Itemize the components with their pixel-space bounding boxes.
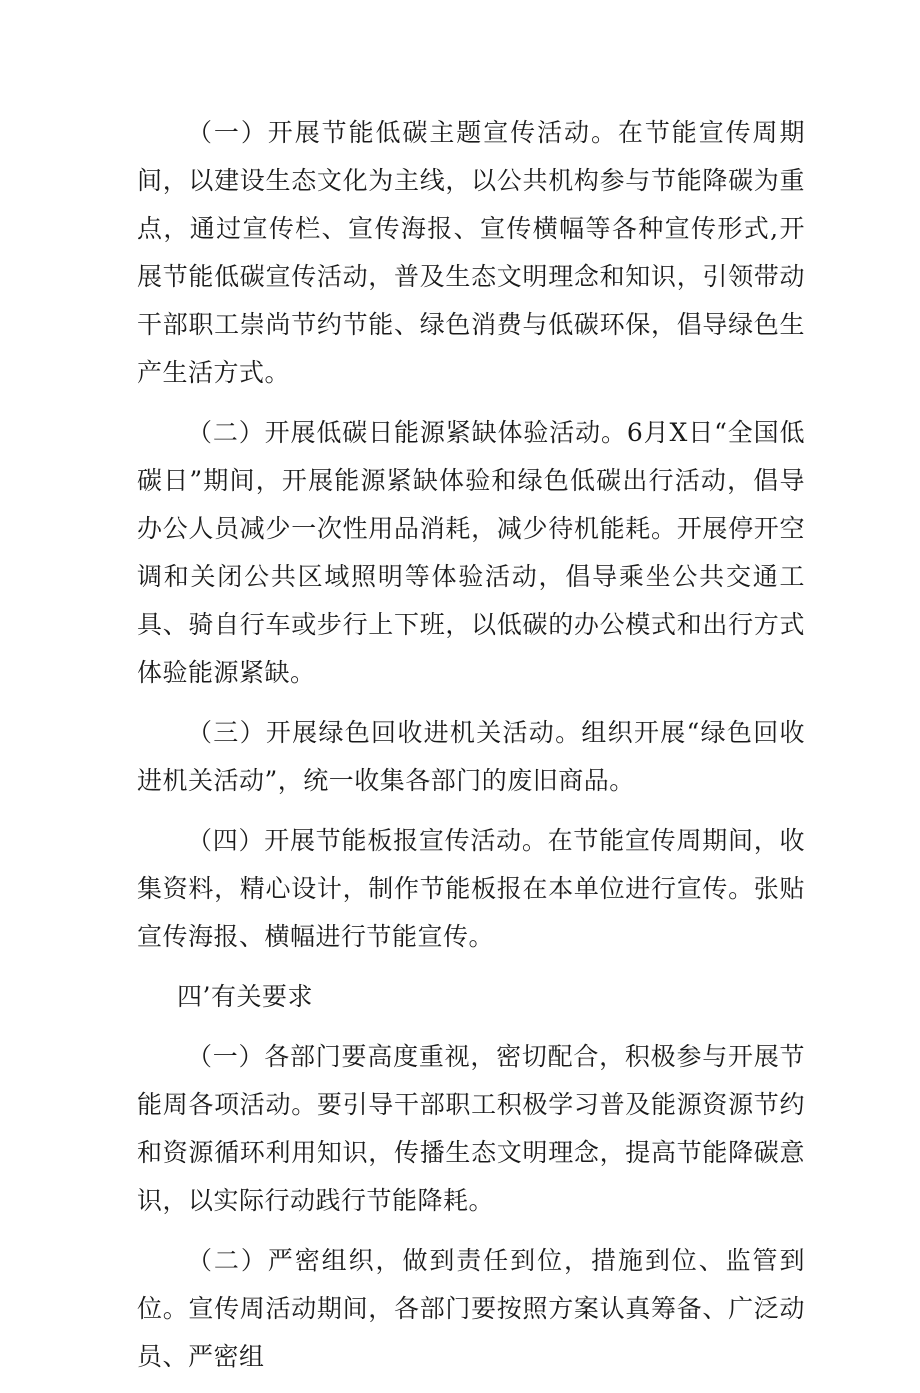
- section-heading-requirements: 四’有关要求: [177, 982, 313, 1011]
- paragraph-low-carbon-day: （二）开展低碳日能源紧缺体验活动。6月X日“全国低碳日”期间，开展能源紧缺体验和绿色低碳出行活动，倡导办公人员减少一次性用品消耗，减少待机能耗。开展停开空调和关闭公共区域照明等体验活动，倡导乘坐公共交通工具、骑自行车或步行上下班，以低碳的办公模式和出行方式体验能源紧缺。: [137, 418, 805, 687]
- paragraph-requirement-1: （一）各部门要高度重视，密切配合，积极参与开展节能周各项活动。要引导干部职工积极学习普及能源资源节约和资源循环利用知识，传播生态文明理念，提高节能降碳意识，以实际行动践行节能降耗。: [137, 1042, 805, 1215]
- paragraph-theme-campaign: （一）开展节能低碳主题宣传活动。在节能宣传周期间，以建设生态文化为主线，以公共机构参与节能降碳为重点，通过宣传栏、宣传海报、宣传横幅等各种宣传形式,开展节能低碳宣传活动，普及生态文明理念和知识，引领带动干部职工崇尚节约节能、绿色消费与低碳环保，倡导绿色生产生活方式。: [137, 118, 805, 387]
- paragraph-blackboard-campaign: （四）开展节能板报宣传活动。在节能宣传周期间，收集资料，精心设计，制作节能板报在本单位进行宣传。张贴宣传海报、横幅进行节能宣传。: [137, 826, 805, 951]
- paragraph-requirement-2: （二）严密组织，做到责任到位，措施到位、监管到位。宣传周活动期间，各部门要按照方案认真筹备、广泛动员、严密组: [137, 1246, 805, 1371]
- document-body: [137, 109, 805, 1393]
- paragraph-green-recycling: （三）开展绿色回收进机关活动。组织开展“绿色回收进机关活动”，统一收集各部门的废旧商品。: [137, 718, 805, 795]
